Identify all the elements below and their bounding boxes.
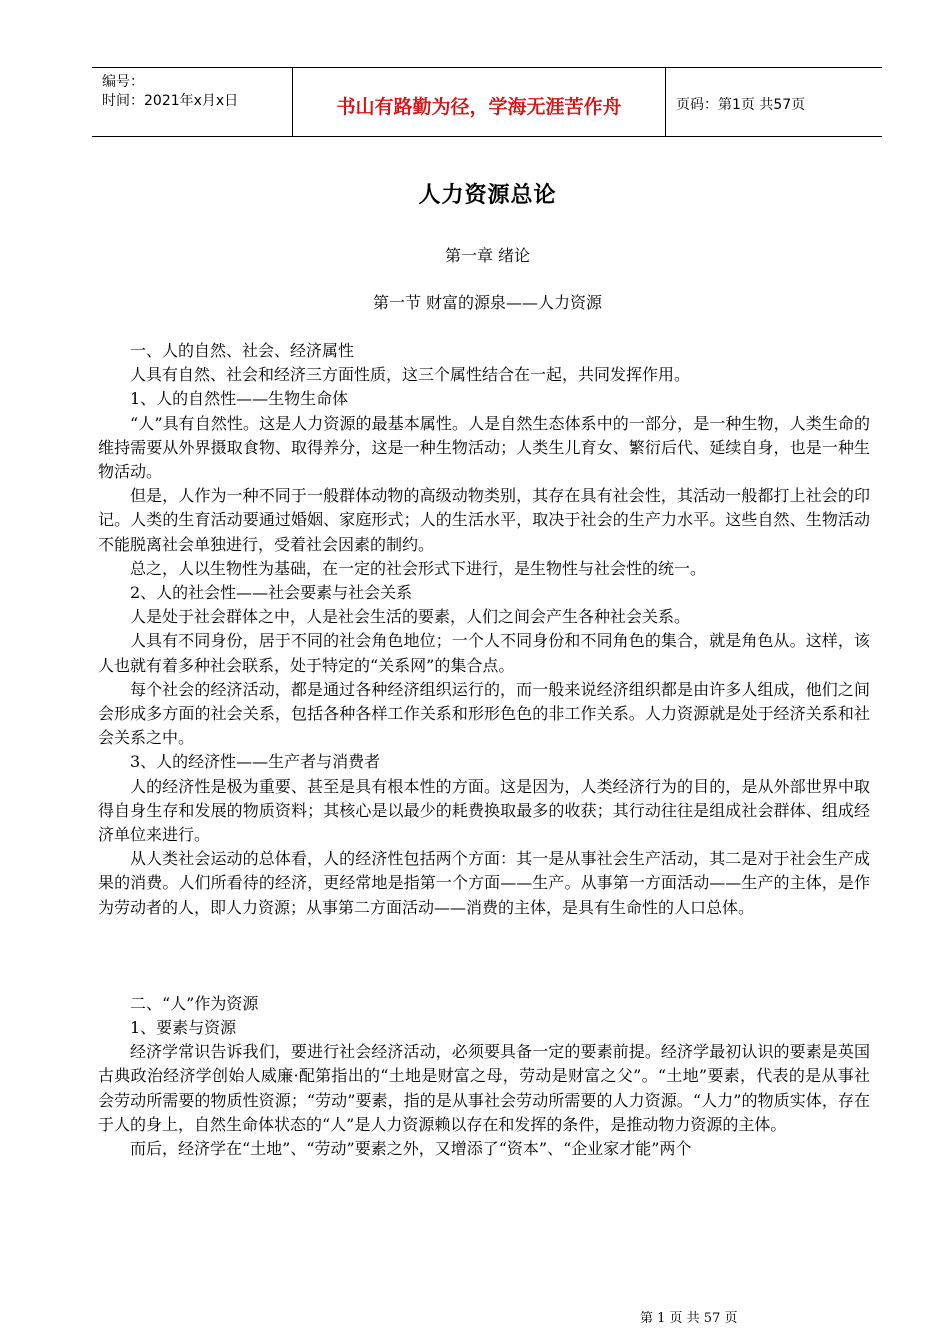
paragraph: 但是，人作为一种不同于一般群体动物的高级动物类别，其存在具有社会性，其活动一般都打上社会的印记。人类的生育活动要通过婚姻、家庭形式；人的生活水平，取决于社会的生产力水平。这些自然、生物活动不能脱离社会单独进行，受着社会因素的制约。 xyxy=(98,486,870,554)
document-header xyxy=(92,67,882,137)
page-footer: 第 1 页 共 57 页 xyxy=(640,1311,738,1326)
paragraph: 每个社会的经济活动，都是通过各种经济组织运行的，而一般来说经济组织都是由许多人组成，他们之间会形成多方面的社会关系，包括各种各样工作关系和形形色色的非工作关系。人力资源就是处于经济关系和社会关系之中。 xyxy=(98,679,870,748)
paragraph: 人具有不同身份，居于不同的社会角色地位；一个人不同身份和不同角色的集合，就是角色从。这样，该人也就有着多种社会联系，处于特定的“关系网”的集合点。 xyxy=(98,631,870,675)
paragraph: 总之，人以生物性为基础，在一定的社会形式下进行，是生物性与社会性的统一。 xyxy=(130,558,707,578)
header-motto-cell xyxy=(292,68,666,136)
heading-resource: 二、“人”作为资源 xyxy=(130,993,259,1013)
document-body xyxy=(98,339,870,1161)
paragraph-gap xyxy=(98,920,870,992)
document-title: 人力资源总论 xyxy=(418,182,557,208)
paragraph: 人是处于社会群体之中，人是社会生活的要素，人们之间会产生各种社会关系。 xyxy=(130,607,691,627)
section-heading: 第一节 财富的源泉——人力资源 xyxy=(372,293,603,312)
header-meta-cell xyxy=(92,68,292,136)
header-page-cell xyxy=(666,68,882,136)
body-part-1 xyxy=(98,339,870,920)
heading-attributes: 一、人的自然、社会、经济属性 xyxy=(130,341,355,360)
subheading-social: 2、人的社会性——社会要素与社会关系 xyxy=(130,583,413,603)
header-motto: 书山有路勤为径，学海无涯苦作舟 xyxy=(336,96,622,118)
chapter-heading: 第一章 绪论 xyxy=(444,246,531,265)
subheading-natural: 1、人的自然性——生物生命体 xyxy=(130,389,349,409)
header-page-info: 页码：第1页 共57页 xyxy=(676,97,806,113)
paragraph: 人具有自然、社会和经济三方面性质，这三个属性结合在一起，共同发挥作用。 xyxy=(130,365,691,385)
paragraph: 从人类社会运动的总体看，人的经济性包括两个方面：其一是从事社会生产活动，其二是对于社会生产成果的消费。人们所看待的经济，更经常地是指第一个方面——生产。从事第一方面活动——生产的主体，是作为劳动者的人，即人力资源；从事第二方面活动——消费的主体，是具有生命性的人口总体。 xyxy=(98,849,870,917)
body-part-2 xyxy=(98,992,870,1161)
paragraph: 经济学常识告诉我们，要进行社会经济活动，必须要具备一定的要素前提。经济学最初认识的要素是英国古典政治经济学创始人威廉·配第指出的“土地是财富之母，劳动是财富之父”。“土地”要素，代表的是从事社会劳动所需要的物质性资源；“劳动”要素，指的是从事社会劳动所需要的人力资源。“人力”的物质实体，存在于人的身上，自然生命体状态的“人”是人力资源赖以存在和发挥的条件，是推动物力资源的主体。 xyxy=(98,1042,870,1134)
subheading-factors: 1、要素与资源 xyxy=(130,1018,237,1038)
paragraph: 人的经济性是极为重要、甚至是具有根本性的方面。这是因为，人类经济行为的目的，是从外部世界中取得自身生存和发展的物质资料；其核心是以最少的耗费换取最多的收获；其行动往往是组成社会群体、组成经济单位来进行。 xyxy=(98,776,870,845)
paragraph: “人”具有自然性。这是人力资源的最基本属性。人是自然生态体系中的一部分，是一种生物，人类生命的维持需要从外界摄取食物、取得养分，这是一种生物活动；人类生儿育女、繁衍后代、延续自身，也是一种生物活动。 xyxy=(98,413,870,482)
date-line: 时间：2021年x月x日 xyxy=(102,93,239,109)
number-label: 编号： xyxy=(102,74,144,90)
subheading-economic: 3、人的经济性——生产者与消费者 xyxy=(130,752,381,772)
paragraph: 而后，经济学在“土地”、“劳动”要素之外，又增添了“资本”、“企业家才能”两个 xyxy=(130,1139,692,1159)
